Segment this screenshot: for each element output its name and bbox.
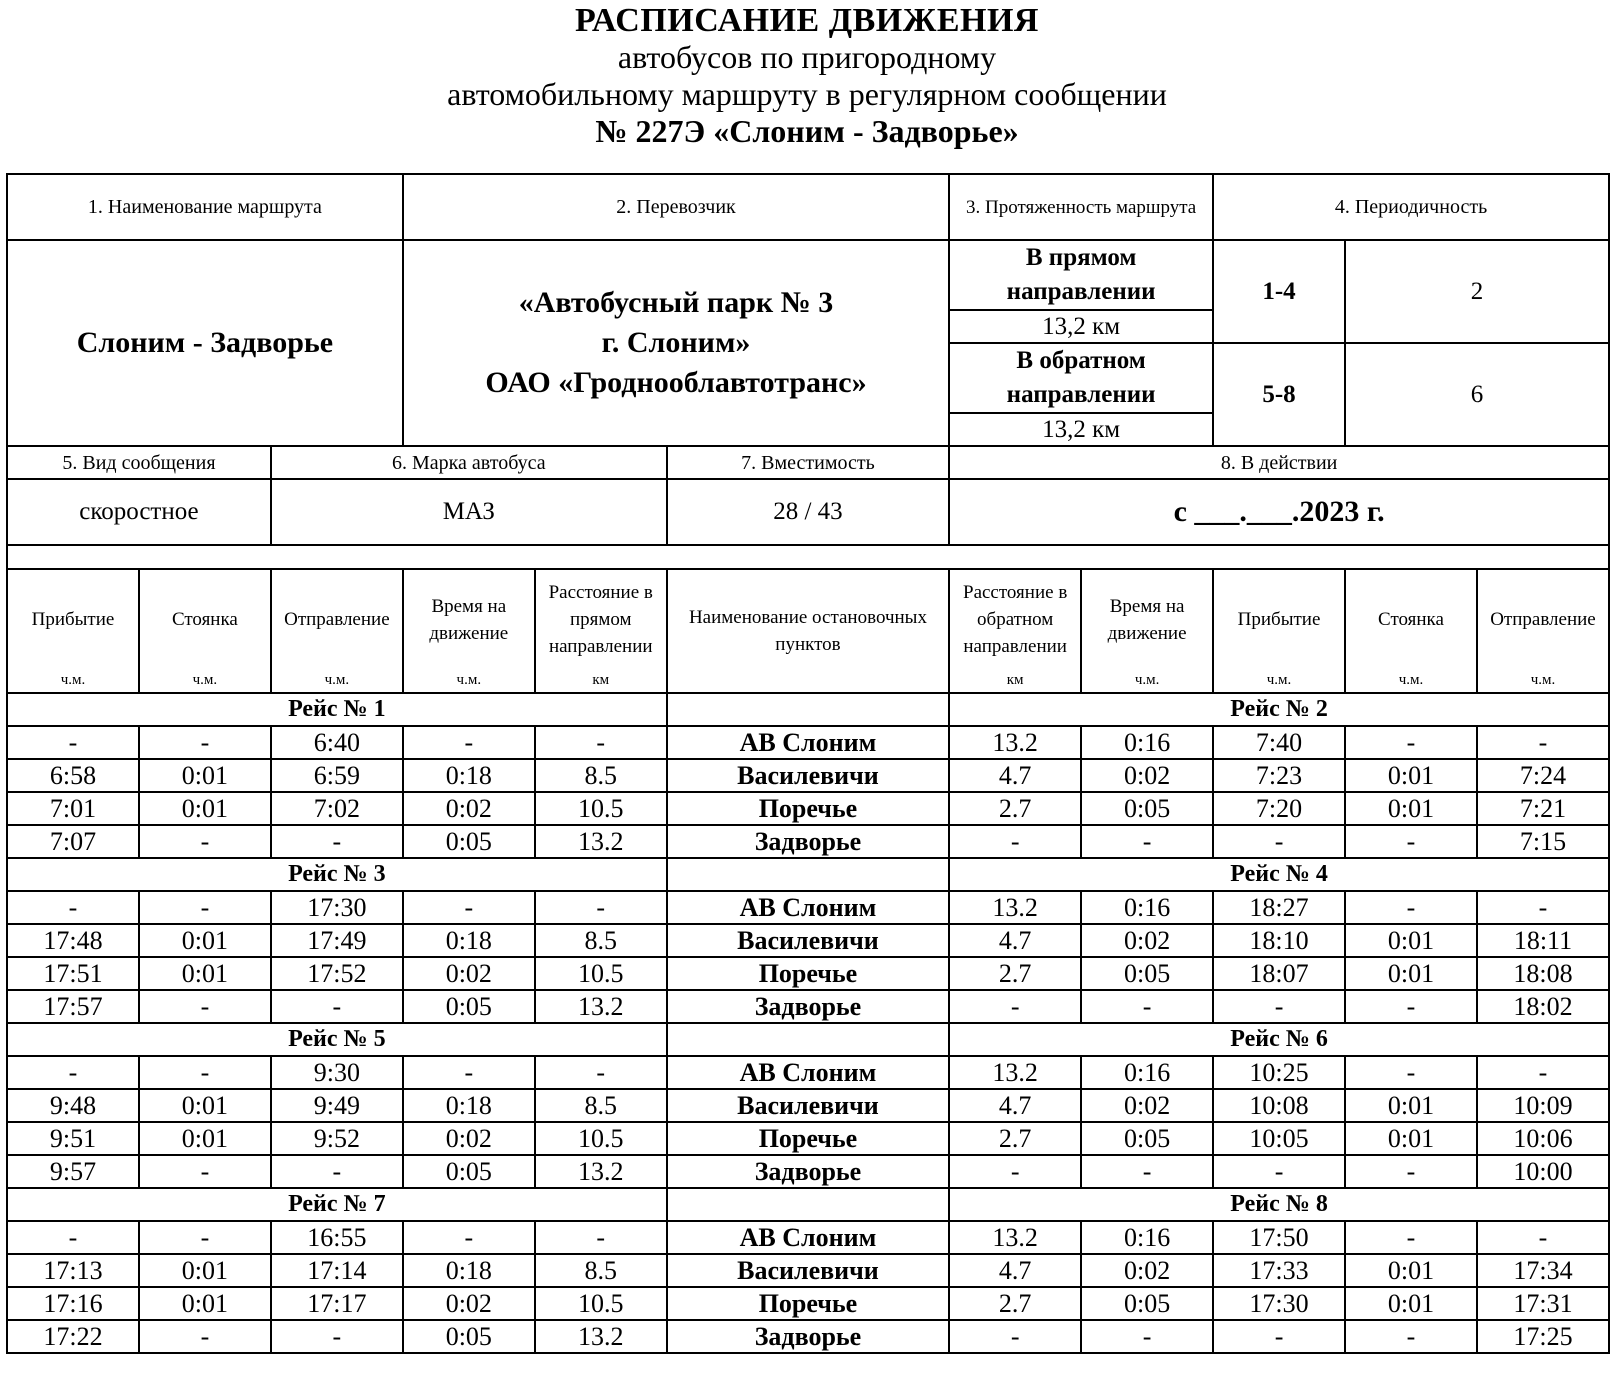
stop-name-cell: АВ Слоним: [667, 726, 949, 759]
forward-distance: 13,2 км: [949, 310, 1213, 343]
time-cell: 0:02: [1081, 924, 1213, 957]
time-cell: 0:01: [1345, 957, 1477, 990]
time-cell: 0:05: [1081, 1122, 1213, 1155]
trip-header-row: [7, 1023, 1609, 1056]
stop-name-cell: АВ Слоним: [667, 891, 949, 924]
backward-trips: 5-8: [1213, 343, 1345, 446]
time-cell: -: [1345, 990, 1477, 1023]
time-cell: 0:05: [1081, 957, 1213, 990]
unit-cell: ч.м.: [1345, 669, 1477, 693]
time-cell: 6:59: [271, 759, 403, 792]
col-stop-name: Наименование остановочных пунктов: [667, 569, 949, 693]
unit-cell: ч.м.: [1477, 669, 1609, 693]
time-cell: 0:02: [1081, 1254, 1213, 1287]
time-cell: 0:02: [403, 792, 535, 825]
time-cell: 2.7: [949, 1287, 1081, 1320]
table-row: [7, 1320, 1609, 1353]
time-cell: 0:01: [1345, 759, 1477, 792]
stop-name-cell: Василевичи: [667, 924, 949, 957]
service-type-value: скоростное: [7, 479, 271, 545]
time-cell: 10.5: [535, 957, 667, 990]
backward-periodicity: 6: [1345, 343, 1609, 446]
time-cell: -: [1213, 990, 1345, 1023]
time-cell: 0:01: [139, 792, 271, 825]
table-row: [7, 825, 1609, 858]
time-cell: 8.5: [535, 1254, 667, 1287]
time-cell: 17:57: [7, 990, 139, 1023]
document-title: [0, 0, 1614, 150]
trip-label-right: Рейс № 6: [949, 1023, 1609, 1056]
trip-label-spacer: [667, 1188, 949, 1221]
time-cell: 17:31: [1477, 1287, 1609, 1320]
stop-name-cell: Задворье: [667, 825, 949, 858]
col-arrival-right: Прибытие: [1213, 569, 1345, 669]
time-cell: 18:10: [1213, 924, 1345, 957]
time-cell: -: [7, 891, 139, 924]
time-cell: 17:52: [271, 957, 403, 990]
unit-cell: км: [949, 669, 1081, 693]
time-cell: 0:16: [1081, 1056, 1213, 1089]
table-row: [7, 1122, 1609, 1155]
time-cell: 0:01: [1345, 1287, 1477, 1320]
time-cell: 17:25: [1477, 1320, 1609, 1353]
time-cell: -: [1345, 1056, 1477, 1089]
time-cell: 18:07: [1213, 957, 1345, 990]
time-cell: 18:08: [1477, 957, 1609, 990]
time-cell: -: [1477, 1056, 1609, 1089]
col-travel-right: Время на движение: [1081, 569, 1213, 669]
table-row: [7, 1254, 1609, 1287]
time-cell: -: [7, 1056, 139, 1089]
col-departure-left: Отправление: [271, 569, 403, 669]
col-stop-left: Стоянка: [139, 569, 271, 669]
time-cell: 8.5: [535, 1089, 667, 1122]
route-name-value: Слоним - Задворье: [7, 240, 403, 446]
carrier-line-3: ОАО «Гроднооблавтотранс»: [485, 366, 867, 399]
time-cell: 10.5: [535, 1287, 667, 1320]
time-cell: -: [139, 1221, 271, 1254]
stop-name-cell: Поречье: [667, 957, 949, 990]
time-cell: 7:23: [1213, 759, 1345, 792]
col-dist-backward: Расстояние в обратном направлении: [949, 569, 1081, 669]
time-cell: 7:20: [1213, 792, 1345, 825]
time-cell: -: [535, 891, 667, 924]
time-cell: 8.5: [535, 924, 667, 957]
time-cell: -: [1213, 825, 1345, 858]
table-row: [7, 726, 1609, 759]
table-row: [7, 891, 1609, 924]
time-cell: 0:01: [1345, 1254, 1477, 1287]
table-row: [7, 1287, 1609, 1320]
carrier-line-2: г. Слоним»: [601, 326, 751, 359]
trip-label-spacer: [667, 1023, 949, 1056]
time-cell: -: [1081, 1320, 1213, 1353]
time-cell: -: [535, 726, 667, 759]
title-route-number: № 227Э «Слоним - Задворье»: [595, 113, 1019, 149]
time-cell: 6:40: [271, 726, 403, 759]
time-cell: 0:02: [403, 1287, 535, 1320]
time-cell: 18:11: [1477, 924, 1609, 957]
time-cell: -: [1345, 726, 1477, 759]
time-cell: 10:00: [1477, 1155, 1609, 1188]
time-cell: 17:30: [271, 891, 403, 924]
time-cell: -: [1345, 1320, 1477, 1353]
time-cell: 0:18: [403, 1089, 535, 1122]
header-valid-from: 8. В действии: [949, 446, 1609, 479]
time-cell: 17:50: [1213, 1221, 1345, 1254]
title-subtitle-1: автобусов по пригородному: [617, 39, 997, 75]
time-cell: 0:01: [139, 924, 271, 957]
time-cell: 18:02: [1477, 990, 1609, 1023]
trip-label-right: Рейс № 8: [949, 1188, 1609, 1221]
time-cell: -: [949, 1155, 1081, 1188]
time-cell: 13.2: [949, 726, 1081, 759]
stop-name-cell: Василевичи: [667, 1254, 949, 1287]
time-cell: -: [271, 825, 403, 858]
trip-label-left: Рейс № 7: [7, 1188, 667, 1221]
time-cell: 13.2: [535, 990, 667, 1023]
trip-label-right: Рейс № 2: [949, 693, 1609, 726]
unit-cell: ч.м.: [139, 669, 271, 693]
time-cell: 17:14: [271, 1254, 403, 1287]
time-cell: 0:01: [139, 957, 271, 990]
col-stop-right: Стоянка: [1345, 569, 1477, 669]
table-row: [7, 792, 1609, 825]
trip-label-left: Рейс № 3: [7, 858, 667, 891]
time-cell: -: [271, 1320, 403, 1353]
time-cell: 0:01: [1345, 924, 1477, 957]
forward-periodicity: 2: [1345, 240, 1609, 343]
time-cell: 0:05: [1081, 1287, 1213, 1320]
time-cell: 4.7: [949, 1254, 1081, 1287]
trip-label-left: Рейс № 1: [7, 693, 667, 726]
time-cell: -: [139, 1320, 271, 1353]
time-cell: 0:16: [1081, 891, 1213, 924]
time-cell: 9:49: [271, 1089, 403, 1122]
unit-cell: ч.м.: [1081, 669, 1213, 693]
table-row: [7, 1221, 1609, 1254]
time-cell: 0:01: [1345, 792, 1477, 825]
time-cell: -: [949, 1320, 1081, 1353]
time-cell: 13.2: [949, 1221, 1081, 1254]
time-cell: -: [1081, 1155, 1213, 1188]
time-cell: 0:02: [403, 1122, 535, 1155]
col-dist-forward: Расстояние в прямом направлении: [535, 569, 667, 669]
time-cell: 17:22: [7, 1320, 139, 1353]
trips-body: [7, 693, 1609, 1353]
time-cell: 7:02: [271, 792, 403, 825]
time-cell: -: [403, 1221, 535, 1254]
time-cell: 0:05: [403, 1320, 535, 1353]
table-row: [7, 1155, 1609, 1188]
time-cell: -: [139, 726, 271, 759]
time-cell: 0:18: [403, 1254, 535, 1287]
unit-cell: ч.м.: [1213, 669, 1345, 693]
time-cell: 18:27: [1213, 891, 1345, 924]
time-cell: -: [1081, 825, 1213, 858]
time-cell: -: [1345, 1155, 1477, 1188]
time-cell: -: [139, 1155, 271, 1188]
time-cell: 10:06: [1477, 1122, 1609, 1155]
time-cell: -: [1477, 726, 1609, 759]
table-row: [7, 924, 1609, 957]
valid-from-value: с ___.___.2023 г.: [949, 479, 1609, 545]
trip-header-row: [7, 858, 1609, 891]
table-row: [7, 1089, 1609, 1122]
time-cell: -: [7, 726, 139, 759]
time-cell: 10.5: [535, 1122, 667, 1155]
unit-cell: ч.м.: [7, 669, 139, 693]
time-cell: 0:16: [1081, 1221, 1213, 1254]
unit-cell: км: [535, 669, 667, 693]
trip-header-row: [7, 693, 1609, 726]
time-cell: -: [139, 990, 271, 1023]
time-cell: 17:33: [1213, 1254, 1345, 1287]
schedule-table: [6, 173, 1610, 1354]
time-cell: -: [403, 1056, 535, 1089]
time-cell: -: [1213, 1320, 1345, 1353]
forward-trips: 1-4: [1213, 240, 1345, 343]
time-cell: 7:01: [7, 792, 139, 825]
time-cell: 9:48: [7, 1089, 139, 1122]
trip-label-right: Рейс № 4: [949, 858, 1609, 891]
header-capacity: 7. Вместимость: [667, 446, 949, 479]
time-cell: 17:49: [271, 924, 403, 957]
header-route-name: 1. Наименование маршрута: [7, 174, 403, 240]
time-cell: -: [1477, 1221, 1609, 1254]
time-cell: 4.7: [949, 759, 1081, 792]
table-row: [7, 1056, 1609, 1089]
time-cell: 0:01: [139, 759, 271, 792]
time-cell: 8.5: [535, 759, 667, 792]
time-cell: 9:30: [271, 1056, 403, 1089]
carrier-line-1: «Автобусный парк № 3: [518, 286, 834, 319]
trip-label-spacer: [667, 693, 949, 726]
time-cell: 0:18: [403, 759, 535, 792]
trip-label-spacer: [667, 858, 949, 891]
time-cell: 0:01: [139, 1254, 271, 1287]
stop-name-cell: Поречье: [667, 1122, 949, 1155]
trip-label-left: Рейс № 5: [7, 1023, 667, 1056]
time-cell: -: [535, 1056, 667, 1089]
time-cell: -: [271, 1155, 403, 1188]
time-cell: -: [403, 891, 535, 924]
time-cell: 10:09: [1477, 1089, 1609, 1122]
time-cell: 10:05: [1213, 1122, 1345, 1155]
bus-brand-value: МАЗ: [271, 479, 667, 545]
time-cell: 10.5: [535, 792, 667, 825]
time-cell: 13.2: [535, 1155, 667, 1188]
time-cell: 0:01: [139, 1089, 271, 1122]
time-cell: 13.2: [949, 1056, 1081, 1089]
time-cell: 0:01: [1345, 1122, 1477, 1155]
carrier-value: [403, 240, 949, 446]
time-cell: 7:24: [1477, 759, 1609, 792]
time-cell: 10:25: [1213, 1056, 1345, 1089]
stop-name-cell: Задворье: [667, 1320, 949, 1353]
table-row: [7, 990, 1609, 1023]
table-row: [7, 957, 1609, 990]
header-bus-brand: 6. Марка автобуса: [271, 446, 667, 479]
time-cell: 0:18: [403, 924, 535, 957]
time-cell: 0:02: [403, 957, 535, 990]
spacer-row: [7, 545, 1609, 569]
time-cell: -: [1345, 891, 1477, 924]
unit-cell: ч.м.: [271, 669, 403, 693]
table-row: [7, 759, 1609, 792]
time-cell: 16:55: [271, 1221, 403, 1254]
stop-name-cell: Василевичи: [667, 759, 949, 792]
time-cell: 7:15: [1477, 825, 1609, 858]
time-cell: 0:16: [1081, 726, 1213, 759]
time-cell: 6:58: [7, 759, 139, 792]
time-cell: 4.7: [949, 1089, 1081, 1122]
stop-name-cell: Василевичи: [667, 1089, 949, 1122]
time-cell: 0:05: [1081, 792, 1213, 825]
time-cell: 4.7: [949, 924, 1081, 957]
time-cell: 13.2: [535, 1320, 667, 1353]
header-route-length: 3. Протяженность маршрута: [949, 174, 1213, 240]
time-cell: 17:17: [271, 1287, 403, 1320]
time-cell: -: [949, 825, 1081, 858]
time-cell: 0:05: [403, 1155, 535, 1188]
col-departure-right: Отправление: [1477, 569, 1609, 669]
capacity-value: 28 / 43: [667, 479, 949, 545]
time-cell: 7:21: [1477, 792, 1609, 825]
time-cell: 2.7: [949, 1122, 1081, 1155]
time-cell: 9:57: [7, 1155, 139, 1188]
time-cell: 10:08: [1213, 1089, 1345, 1122]
time-cell: 17:30: [1213, 1287, 1345, 1320]
col-arrival-left: Прибытие: [7, 569, 139, 669]
backward-direction-label: В обратном направлении: [949, 343, 1213, 413]
time-cell: -: [139, 1056, 271, 1089]
title-main: РАСПИСАНИЕ ДВИЖЕНИЯ: [575, 2, 1039, 39]
forward-direction-label: В прямом направлении: [949, 240, 1213, 310]
time-cell: 0:01: [139, 1122, 271, 1155]
time-cell: 2.7: [949, 957, 1081, 990]
time-cell: 13.2: [535, 825, 667, 858]
time-cell: -: [7, 1221, 139, 1254]
stop-name-cell: Поречье: [667, 792, 949, 825]
time-cell: 17:51: [7, 957, 139, 990]
title-subtitle-2: автомобильному маршруту в регулярном сообщении: [447, 76, 1167, 112]
time-cell: -: [535, 1221, 667, 1254]
time-cell: 9:52: [271, 1122, 403, 1155]
time-cell: -: [403, 726, 535, 759]
time-cell: 0:01: [139, 1287, 271, 1320]
header-service-type: 5. Вид сообщения: [7, 446, 271, 479]
time-cell: 0:02: [1081, 1089, 1213, 1122]
time-cell: 17:13: [7, 1254, 139, 1287]
time-cell: -: [1345, 825, 1477, 858]
col-travel-left: Время на движение: [403, 569, 535, 669]
time-cell: 0:01: [1345, 1089, 1477, 1122]
time-cell: 17:34: [1477, 1254, 1609, 1287]
time-cell: 7:07: [7, 825, 139, 858]
time-cell: -: [271, 990, 403, 1023]
time-cell: 2.7: [949, 792, 1081, 825]
time-cell: 0:05: [403, 990, 535, 1023]
time-cell: 0:02: [1081, 759, 1213, 792]
stop-name-cell: Задворье: [667, 1155, 949, 1188]
stop-name-cell: АВ Слоним: [667, 1221, 949, 1254]
time-cell: 9:51: [7, 1122, 139, 1155]
time-cell: -: [139, 891, 271, 924]
backward-distance: 13,2 км: [949, 413, 1213, 446]
unit-cell: ч.м.: [403, 669, 535, 693]
time-cell: -: [1345, 1221, 1477, 1254]
stop-name-cell: АВ Слоним: [667, 1056, 949, 1089]
time-cell: 7:40: [1213, 726, 1345, 759]
time-cell: -: [1081, 990, 1213, 1023]
time-cell: -: [139, 825, 271, 858]
stop-name-cell: Задворье: [667, 990, 949, 1023]
time-cell: -: [949, 990, 1081, 1023]
time-cell: -: [1477, 891, 1609, 924]
header-carrier: 2. Перевозчик: [403, 174, 949, 240]
time-cell: 17:16: [7, 1287, 139, 1320]
time-cell: 13.2: [949, 891, 1081, 924]
time-cell: 17:48: [7, 924, 139, 957]
header-periodicity: 4. Периодичность: [1213, 174, 1609, 240]
trip-header-row: [7, 1188, 1609, 1221]
time-cell: 0:05: [403, 825, 535, 858]
time-cell: -: [1213, 1155, 1345, 1188]
stop-name-cell: Поречье: [667, 1287, 949, 1320]
